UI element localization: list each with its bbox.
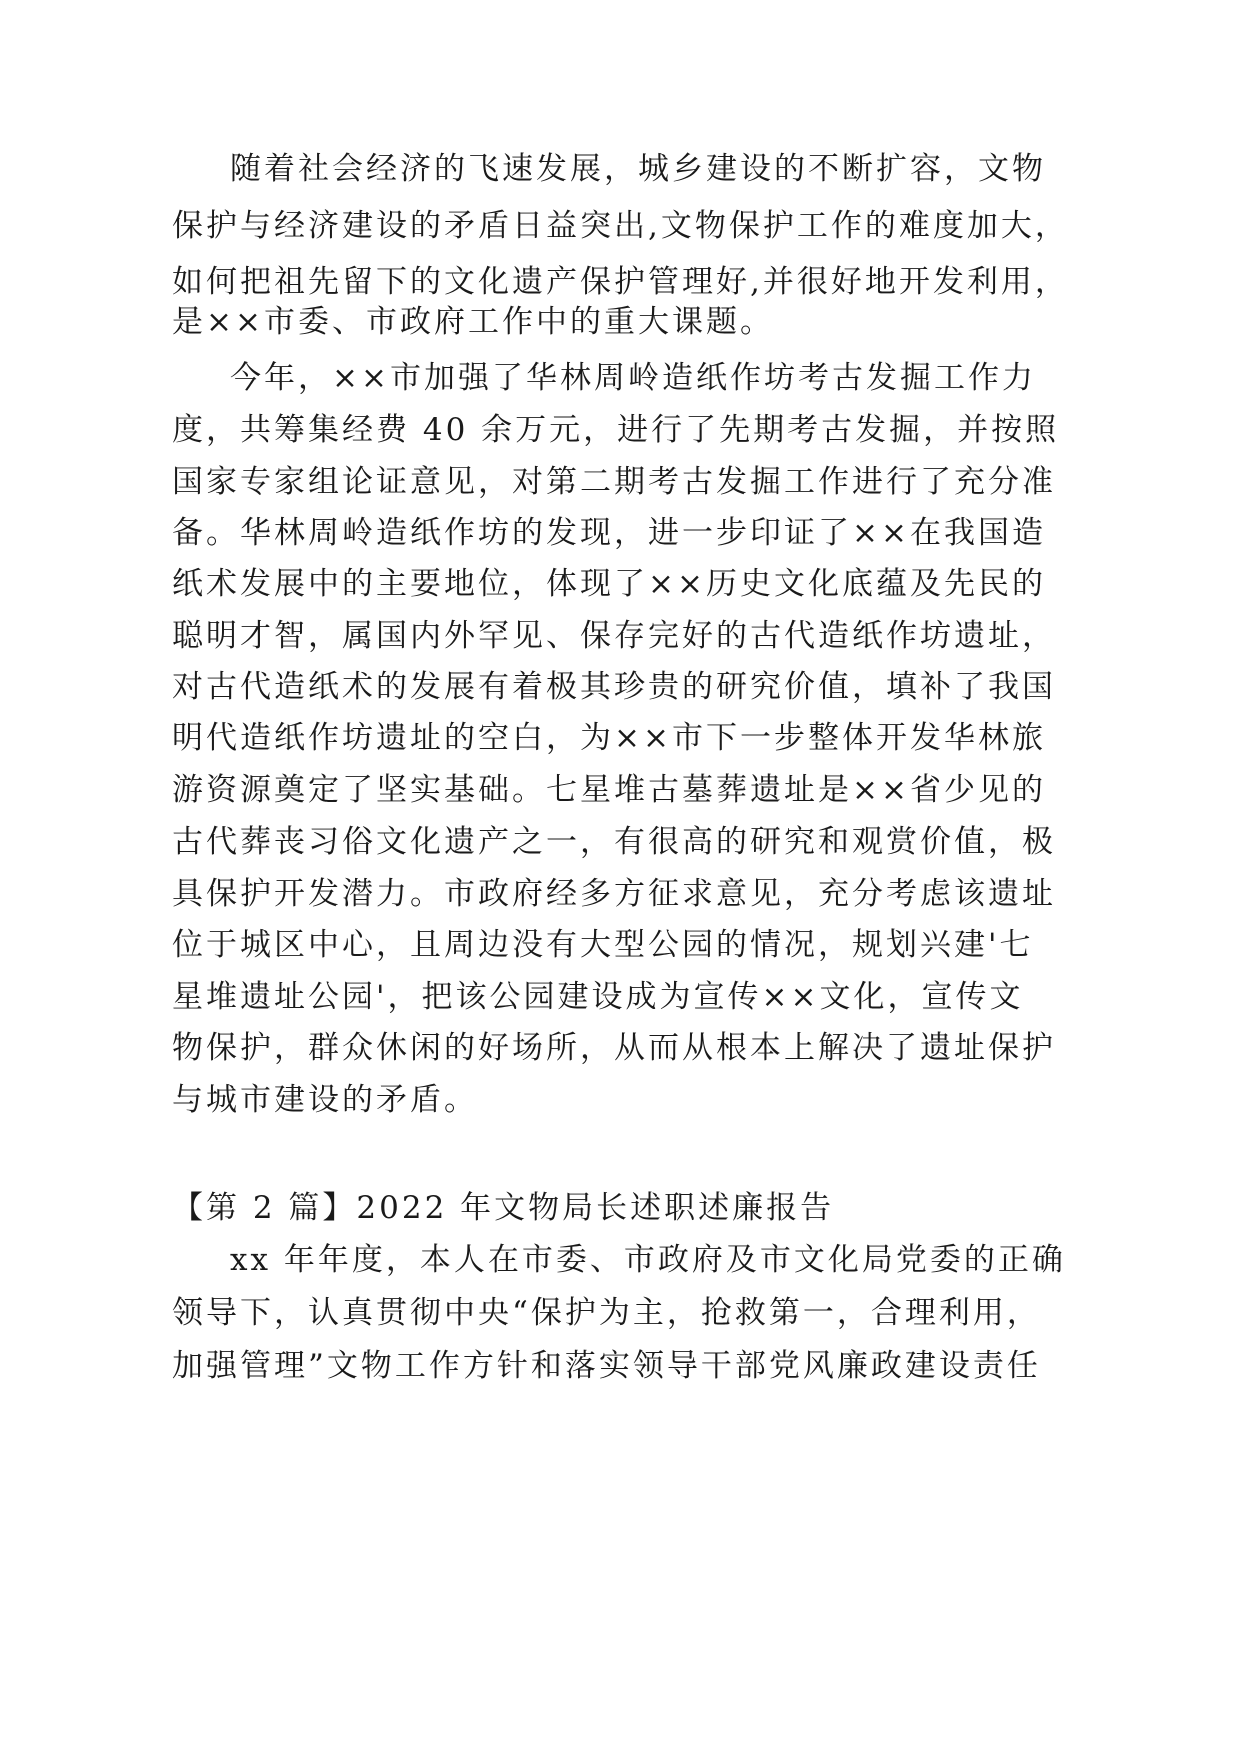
paragraph-line: 是××市委、市政府工作中的重大课题。	[172, 304, 774, 340]
paragraph-line: 加强管理”文物工作方针和落实领导干部党风廉政建设责任	[172, 1348, 1041, 1384]
paragraph-line: 聪明才智，属国内外罕见、保存完好的古代造纸作坊遗址，	[172, 618, 1056, 654]
paragraph-line: 度，共筹集经费 40 余万元，进行了先期考古发掘，并按照	[172, 412, 1060, 448]
paragraph-line: 国家专家组论证意见，对第二期考古发掘工作进行了充分准	[172, 464, 1056, 500]
paragraph-line: xx 年年度，本人在市委、市政府及市文化局党委的正确	[230, 1242, 1066, 1278]
paragraph-line: 今年，××市加强了华林周岭造纸作坊考古发掘工作力	[230, 360, 1036, 396]
paragraph-line: 位于城区中心，且周边没有大型公园的情况，规划兴建'七	[172, 927, 1034, 963]
paragraph-line: 随着社会经济的飞速发展，城乡建设的不断扩容，文物	[230, 151, 1046, 187]
paragraph-line: 如何把祖先留下的文化遗产保护管理好,并很好地开发利用，	[172, 264, 1069, 300]
paragraph-line: 游资源奠定了坚实基础。七星堆古墓葬遗址是××省少见的	[172, 772, 1046, 808]
paragraph-line: 具保护开发潜力。市政府经多方征求意见，充分考虑该遗址	[172, 876, 1056, 912]
paragraph-line: 星堆遗址公园'，把该公园建设成为宣传××文化，宣传文	[172, 979, 1024, 1015]
paragraph-line: 领导下，认真贯彻中央“保护为主，抢救第一，合理利用，	[172, 1295, 1041, 1331]
paragraph-line: 与城市建设的矛盾。	[172, 1082, 478, 1118]
paragraph-line: 备。华林周岭造纸作坊的发现，进一步印证了××在我国造	[172, 515, 1046, 551]
paragraph-line: 保护与经济建设的矛盾日益突出,文物保护工作的难度加大，	[172, 208, 1069, 244]
paragraph-line: 纸术发展中的主要地位，体现了××历史文化底蕴及先民的	[172, 566, 1046, 602]
section-heading: 【第 2 篇】2022 年文物局长述职述廉报告	[172, 1190, 835, 1226]
paragraph-line: 对古代造纸术的发展有着极其珍贵的研究价值，填补了我国	[172, 669, 1056, 705]
paragraph-line: 物保护，群众休闲的好场所，从而从根本上解决了遗址保护	[172, 1030, 1056, 1066]
paragraph-line: 古代葬丧习俗文化遗产之一，有很高的研究和观赏价值，极	[172, 824, 1056, 860]
paragraph-line: 明代造纸作坊遗址的空白，为××市下一步整体开发华林旅	[172, 720, 1046, 756]
